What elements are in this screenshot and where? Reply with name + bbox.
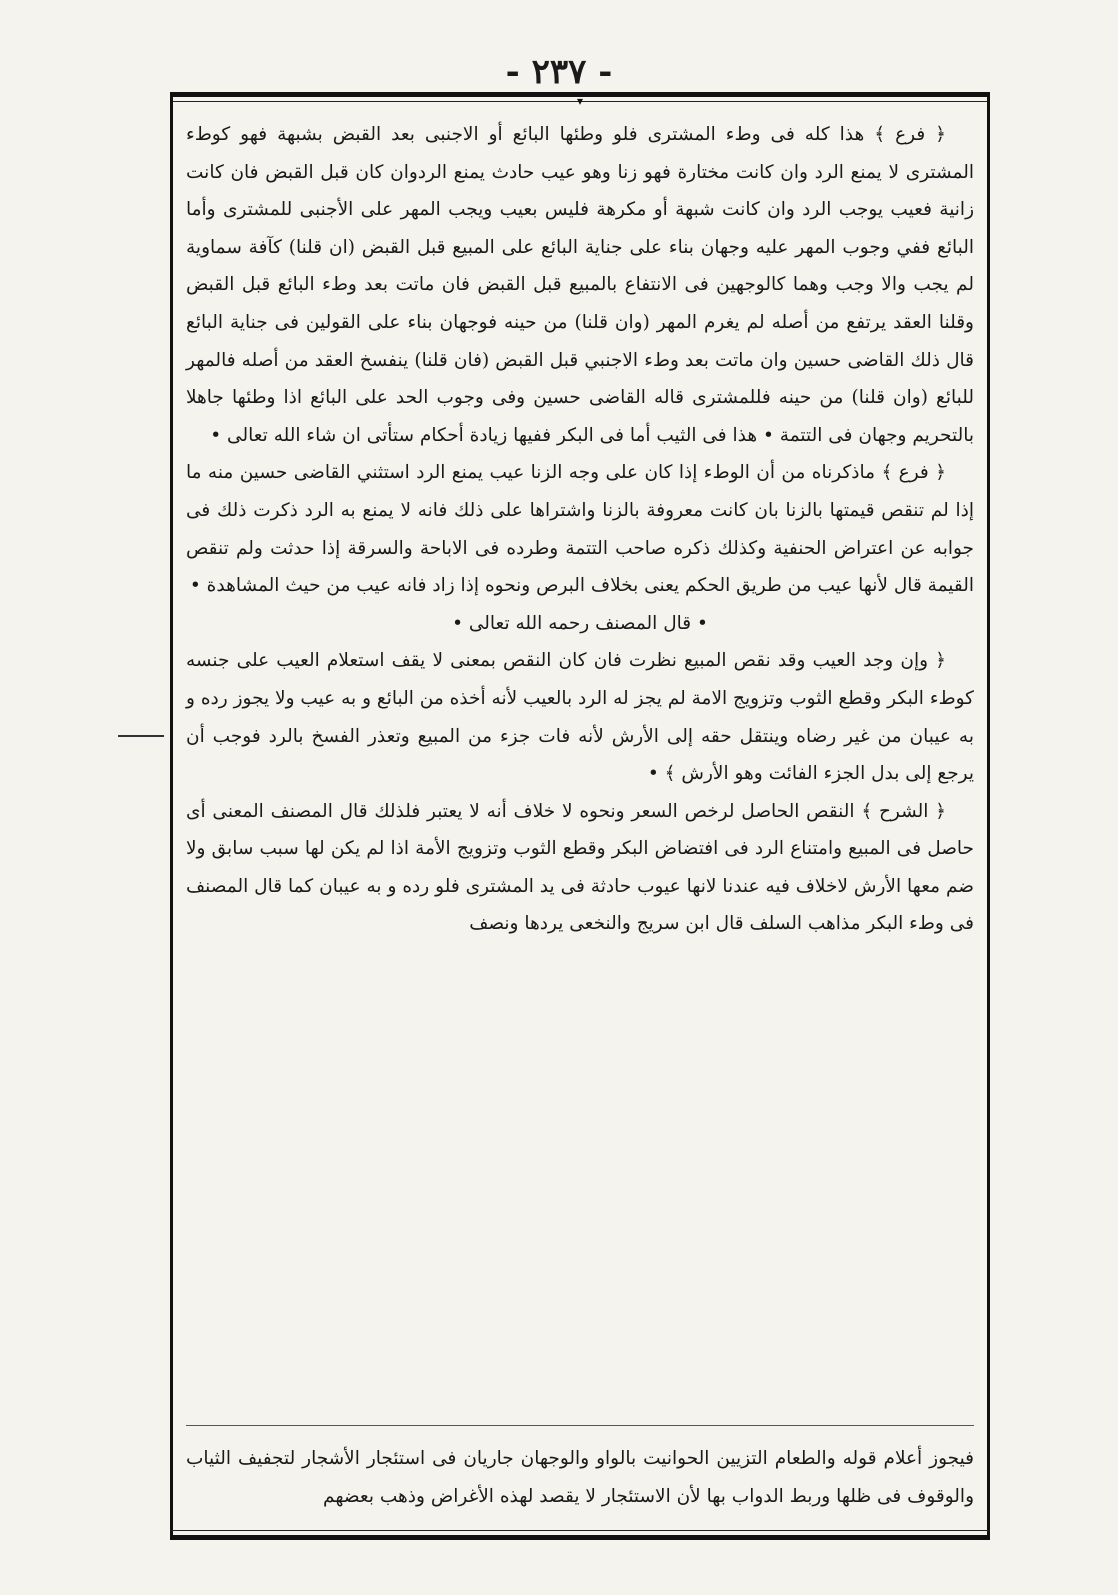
paragraph-far-1: ﴿ فرع ﴾ هذا كله فى وطء المشترى فلو وطئها البائع أو الاجنبى بعد القبض بشبهة فهو كوطء المشترى لا يمنع الرد وان كانت مختارة فهو زنا وهو عيب حادث يمنع الردوان كان قبل القبض فان كانت زانية فعيب يوجب الرد وان كانت شبهة أو مكرهة فليس بعيب ويجب المهر على الأجنبى للمشترى وأما البائع ففي وجوب المهر عليه وجهان بناء على جناية البائع على المبيع قبل القبض (ان قلنا) كآفة سماوية لم يجب والا وجب وهما كالوجهين فى الانتفاع بالمبيع قبل القبض فان ماتت بعد وطء البائع قبل القبض وقلنا العقد يرتفع من أصله لم يغرم المهر (وان قلنا) من حينه فوجهان بناء على القولين فى جناية البائع قال ذلك القاضى حسين وان ماتت بعد وطء الاجنبي قبل القبض (فان قلنا) ينفسخ العقد من أصله فالمهر للبائع (وان قلنا) من حينه فللمشترى قاله القاضى حسين وفى وجوب الحد على البائع اذا وطئها جاهلا بالتحريم وجهان فى التتمة • هذا فى الثيب أما فى البكر ففيها زيادة أحكام ستأتى ان شاء الله تعالى • [186,124,974,446]
main-text [186,116,974,943]
bottom-border-thin [170,1530,990,1531]
paragraph-sharh: ﴿ الشرح ﴾ النقص الحاصل لرخص السعر ونحوه لا خلاف أنه لا يعتبر فلذلك قال المصنف المعنى أى حاصل فى المبيع وامتناع الرد فى افتضاض البكر وقطع الثوب وتزويج الأمة اذا لم يكن لها سبب سابق ولا ضم معها الأرش لاخلاف فيه عندنا لانها عيوب حادثة فى يد المشترى فلو رده و به عيبان كما قال المصنف فى وطء البكر مذاهب السلف قال ابن سريج والنخعى يردها ونصف [186,800,974,935]
paragraph-far-2: ﴿ فرع ﴾ ماذكرناه من أن الوطء إذا كان على وجه الزنا عيب يمنع الرد استثني القاضى حسين منه ما إذا لم تنقص قيمتها بالزنا بان كانت معروفة بالزنا واشتراها على ذلك فانه لا يمنع به الرد ذكرت ذلك فى جوابه عن اعتراض الحنفية وكذلك ذكره صاحب التتمة وطرده فى الاباحة والسرقة إذا حدثت ولم تنقص القيمة قال لأنها عيب من طريق الحكم يعنى بخلاف البرص ونحوه إذا زاد فانه عيب من حيث المشاهدة • [186,462,974,597]
left-border [170,92,173,1540]
page-frame [170,92,990,1540]
section-heading: • قال المصنف رحمه الله تعالى • [452,612,708,634]
footnote [186,1440,974,1515]
right-border [987,92,990,1540]
footnote-separator [186,1425,974,1426]
paragraph-matn: ﴿ وإن وجد العيب وقد نقص المبيع نظرت فان كان النقص بمعنى لا يقف استعلام العيب على جنسه كوطء البكر وقطع الثوب وتزويج الامة لم يجز له الرد بالعيب لأنه أخذه من البائع و به عيب ولا يجوز رده و به عيبان من غير رضاه وينتقل حقه إلى الأرش لأنه فات جزء من المبيع وتعذر الفسخ بالرد فوجب أن يرجع إلى بدل الجزء الفائت وهو الأرش ﴾ • [186,650,974,785]
ornament-icon: ▾ [576,94,584,108]
footnote-text: فيجوز أعلام قوله والطعام التزيين الحوانيت بالواو والوجهان جاريان فى استئجار الأشجار لتجفيف الثياب والوقوف فى ظلها وربط الدواب بها لأن الاستئجار لا يقصد لهذه الأغراض وذهب بعضهم [186,1448,974,1507]
margin-mark [118,735,164,737]
bottom-border-thick [170,1535,990,1540]
page-number: - ٢٣٧ - [505,52,613,92]
